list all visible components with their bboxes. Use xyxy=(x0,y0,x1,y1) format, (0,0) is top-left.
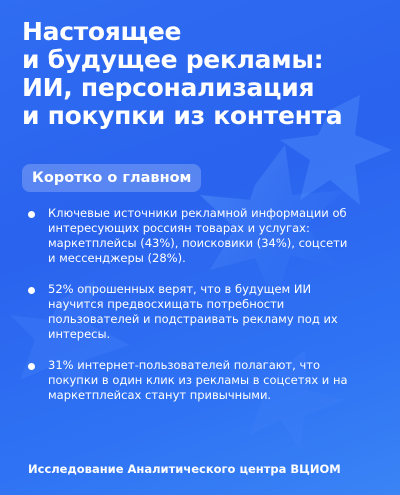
findings-list xyxy=(22,206,358,419)
bullet-icon xyxy=(28,363,35,370)
list-item-text: Ключевые источники рекламной информации об интересующих россиян товарах и услугах: маркетплейсы (43%), поисковики (34%), соцсети и мессенджеры (28%). xyxy=(48,206,348,265)
source-footer: Исследование Аналитического центра ВЦИОМ xyxy=(28,462,341,476)
list-item xyxy=(22,282,358,342)
summary-badge: Коротко о главном xyxy=(22,164,201,192)
bullet-icon xyxy=(28,211,35,218)
bullet-icon xyxy=(28,287,35,294)
list-item-text: 31% интернет-пользователей полагают, что покупки в один клик из рекламы в соцсетях и на маркетплейсах станут привычными. xyxy=(48,358,348,402)
list-item xyxy=(22,206,358,266)
list-item-text: 52% опрошенных верят, что в будущем ИИ научится предвосхищать потребности пользователей и подстраивать рекламу под их интересы. xyxy=(48,282,338,341)
list-item xyxy=(22,358,358,403)
page-title: Настоящее и будущее рекламы: ИИ, персонализация и покупки из контента xyxy=(22,17,343,130)
